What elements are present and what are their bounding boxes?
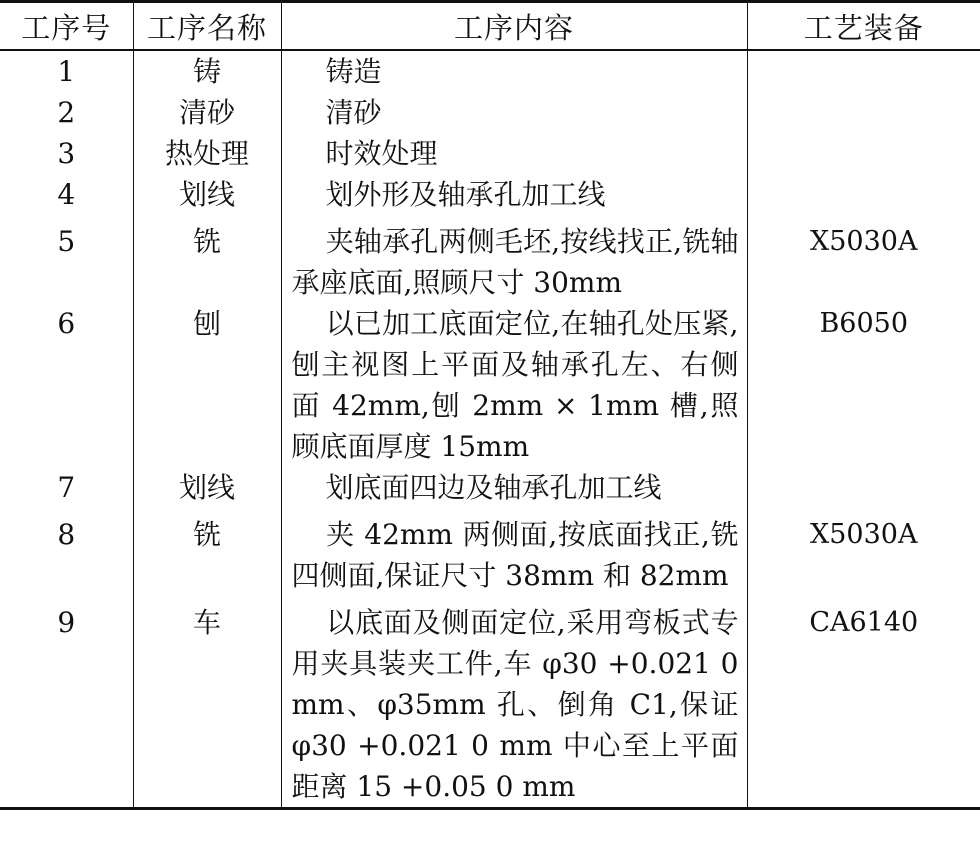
cell-content <box>281 467 747 508</box>
cell-no: 9 <box>0 596 133 809</box>
cell-no: 8 <box>0 508 133 596</box>
cell-content <box>281 508 747 596</box>
content-text: 划外形及轴承孔加工线 <box>325 178 606 211</box>
content-text: 以已加工底面定位,在轴孔处压紧,刨主视图上平面及轴承孔左、右侧面 42mm,刨 2mm × 1mm 槽,照顾底面厚度 15mm <box>291 307 739 463</box>
cell-equip <box>747 467 980 508</box>
table-header-row <box>0 2 980 51</box>
cell-no: 2 <box>0 92 133 133</box>
cell-equip <box>747 133 980 174</box>
table-row <box>0 50 980 92</box>
table-row <box>0 596 980 809</box>
cell-no: 3 <box>0 133 133 174</box>
table-row <box>0 133 980 174</box>
table-row <box>0 508 980 596</box>
header-process-name: 工序名称 <box>133 2 281 51</box>
table-row <box>0 174 980 215</box>
cell-name: 清砂 <box>133 92 281 133</box>
cell-name: 划线 <box>133 467 281 508</box>
cell-equip: X5030A <box>747 215 980 303</box>
cell-equip: B6050 <box>747 303 980 467</box>
table-row <box>0 92 980 133</box>
cell-name: 铣 <box>133 215 281 303</box>
cell-name: 刨 <box>133 303 281 467</box>
content-text: 夹轴承孔两侧毛坯,按线找正,铣轴承座底面,照顾尺寸 30mm <box>291 225 739 299</box>
table-row <box>0 467 980 508</box>
cell-equip: X5030A <box>747 508 980 596</box>
cell-no: 7 <box>0 467 133 508</box>
content-text: 铸造 <box>325 55 382 88</box>
header-equipment: 工艺装备 <box>747 2 980 51</box>
cell-equip: CA6140 <box>747 596 980 809</box>
cell-name: 铸 <box>133 50 281 92</box>
content-text: 以底面及侧面定位,采用弯板式专用夹具装夹工件,车 φ30 +0.021 0 mm、φ35mm 孔、倒角 C1,保证 φ30 +0.021 0 mm 中心至上平面距离 15 +0.05 0 mm <box>291 606 739 803</box>
cell-equip <box>747 50 980 92</box>
table-row <box>0 215 980 303</box>
cell-no: 5 <box>0 215 133 303</box>
content-text: 划底面四边及轴承孔加工线 <box>325 471 662 504</box>
cell-content <box>281 50 747 92</box>
content-text: 夹 42mm 两侧面,按底面找正,铣四侧面,保证尺寸 38mm 和 82mm <box>291 518 739 592</box>
cell-content <box>281 174 747 215</box>
cell-content <box>281 303 747 467</box>
cell-no: 6 <box>0 303 133 467</box>
cell-equip <box>747 92 980 133</box>
header-process-no: 工序号 <box>0 2 133 51</box>
cell-content <box>281 215 747 303</box>
cell-content <box>281 133 747 174</box>
cell-name: 车 <box>133 596 281 809</box>
content-text: 时效处理 <box>325 137 438 170</box>
header-process-content: 工序内容 <box>281 2 747 51</box>
cell-content <box>281 92 747 133</box>
cell-name: 热处理 <box>133 133 281 174</box>
cell-no: 1 <box>0 50 133 92</box>
cell-name: 铣 <box>133 508 281 596</box>
cell-no: 4 <box>0 174 133 215</box>
cell-name: 划线 <box>133 174 281 215</box>
content-text: 清砂 <box>325 96 382 129</box>
table-row <box>0 303 980 467</box>
cell-content <box>281 596 747 809</box>
cell-equip <box>747 174 980 215</box>
